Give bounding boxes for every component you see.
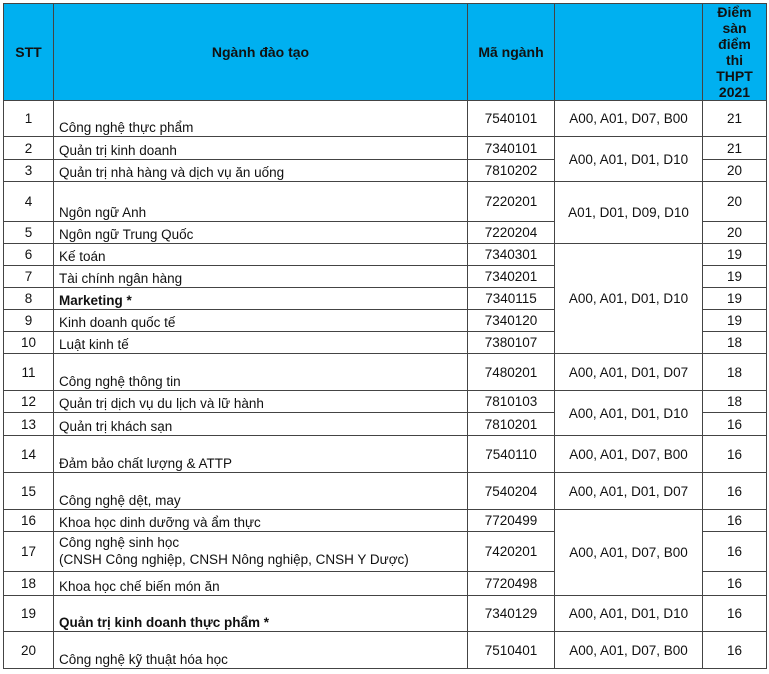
row-subject-combo: A00, A01, D01, D10 bbox=[555, 391, 703, 436]
row-major-name: Kế toán bbox=[54, 244, 468, 266]
row-major-code: 7540101 bbox=[468, 101, 555, 137]
row-major-name: Công nghệ thực phẩm bbox=[54, 101, 468, 137]
row-stt: 12 bbox=[4, 391, 54, 413]
row-stt: 1 bbox=[4, 101, 54, 137]
row-major-name: Ngôn ngữ Trung Quốc bbox=[54, 222, 468, 244]
row-major-name: Khoa học chế biến món ăn bbox=[54, 572, 468, 596]
row-subject-combo: A00, A01, D01, D10 bbox=[555, 137, 703, 182]
table-row bbox=[4, 391, 767, 413]
row-min-score: 18 bbox=[703, 354, 767, 391]
admission-score-table bbox=[3, 3, 767, 669]
row-major-name: Khoa học dinh dưỡng và ẩm thực bbox=[54, 510, 468, 532]
table-row bbox=[4, 596, 767, 632]
row-subject-combo: A00, A01, D07, B00 bbox=[555, 436, 703, 473]
row-major-name: Tài chính ngân hàng bbox=[54, 266, 468, 288]
row-min-score: 16 bbox=[703, 532, 767, 572]
row-stt: 20 bbox=[4, 632, 54, 669]
row-major-code: 7720499 bbox=[468, 510, 555, 532]
row-stt: 5 bbox=[4, 222, 54, 244]
row-major-code: 7340115 bbox=[468, 288, 555, 310]
row-min-score: 21 bbox=[703, 101, 767, 137]
row-major-code: 7810103 bbox=[468, 391, 555, 413]
row-major-code: 7510401 bbox=[468, 632, 555, 669]
row-min-score: 20 bbox=[703, 182, 767, 222]
row-major-name: Quản trị nhà hàng và dịch vụ ăn uống bbox=[54, 160, 468, 182]
row-subject-combo: A00, A01, D07, B00 bbox=[555, 632, 703, 669]
row-major-name: Quản trị khách sạn bbox=[54, 413, 468, 436]
row-stt: 2 bbox=[4, 137, 54, 160]
row-major-code: 7810201 bbox=[468, 413, 555, 436]
table-row bbox=[4, 632, 767, 669]
row-major-name: Quản trị kinh doanh bbox=[54, 137, 468, 160]
row-major-code: 7220201 bbox=[468, 182, 555, 222]
table-row bbox=[4, 436, 767, 473]
row-major-code: 7380107 bbox=[468, 332, 555, 354]
row-stt: 14 bbox=[4, 436, 54, 473]
row-min-score: 16 bbox=[703, 413, 767, 436]
row-stt: 10 bbox=[4, 332, 54, 354]
row-major-code: 7340201 bbox=[468, 266, 555, 288]
row-stt: 18 bbox=[4, 572, 54, 596]
row-min-score: 16 bbox=[703, 510, 767, 532]
table-body bbox=[4, 101, 767, 669]
table-row bbox=[4, 354, 767, 391]
row-major-name: Luật kinh tế bbox=[54, 332, 468, 354]
row-major-name: Công nghệ kỹ thuật hóa học bbox=[54, 632, 468, 669]
row-min-score: 16 bbox=[703, 473, 767, 510]
row-major-name: Kinh doanh quốc tế bbox=[54, 310, 468, 332]
row-stt: 3 bbox=[4, 160, 54, 182]
row-major-code: 7340301 bbox=[468, 244, 555, 266]
row-major-code: 7810202 bbox=[468, 160, 555, 182]
row-major-code: 7220204 bbox=[468, 222, 555, 244]
row-min-score: 16 bbox=[703, 632, 767, 669]
row-major-code: 7540110 bbox=[468, 436, 555, 473]
row-min-score: 20 bbox=[703, 160, 767, 182]
row-major-code: 7340129 bbox=[468, 596, 555, 632]
row-subject-combo: A01, D01, D09, D10 bbox=[555, 182, 703, 244]
row-min-score: 18 bbox=[703, 332, 767, 354]
table-row bbox=[4, 244, 767, 266]
row-major-name: Marketing * bbox=[54, 288, 468, 310]
row-min-score: 16 bbox=[703, 572, 767, 596]
row-stt: 4 bbox=[4, 182, 54, 222]
table-row bbox=[4, 137, 767, 160]
row-major-code: 7340101 bbox=[468, 137, 555, 160]
row-min-score: 19 bbox=[703, 266, 767, 288]
row-stt: 15 bbox=[4, 473, 54, 510]
row-subject-combo: A00, A01, D01, D07 bbox=[555, 473, 703, 510]
row-subject-combo: A00, A01, D01, D10 bbox=[555, 596, 703, 632]
header-combo bbox=[555, 4, 703, 101]
row-stt: 19 bbox=[4, 596, 54, 632]
row-major-code: 7420201 bbox=[468, 532, 555, 572]
row-stt: 9 bbox=[4, 310, 54, 332]
row-major-name-line2: (CNSH Công nghiệp, CNSH Nông nghiệp, CNSH Y Dược) bbox=[59, 552, 409, 567]
row-major-name-line1: Công nghệ sinh học bbox=[59, 535, 180, 550]
row-major-name: Công nghệ thông tin bbox=[54, 354, 468, 391]
row-major-name: Quản trị dịch vụ du lịch và lữ hành bbox=[54, 391, 468, 413]
row-min-score: 19 bbox=[703, 288, 767, 310]
header-stt: STT bbox=[4, 4, 54, 101]
row-major-name: Quản trị kinh doanh thực phẩm * bbox=[54, 596, 468, 632]
row-stt: 13 bbox=[4, 413, 54, 436]
row-min-score: 16 bbox=[703, 596, 767, 632]
row-stt: 6 bbox=[4, 244, 54, 266]
row-major-name: Ngôn ngữ Anh bbox=[54, 182, 468, 222]
row-major-code: 7720498 bbox=[468, 572, 555, 596]
row-subject-combo: A00, A01, D01, D10 bbox=[555, 244, 703, 354]
row-subject-combo: A00, A01, D07, B00 bbox=[555, 510, 703, 596]
row-min-score: 19 bbox=[703, 310, 767, 332]
row-min-score: 20 bbox=[703, 222, 767, 244]
row-min-score: 16 bbox=[703, 436, 767, 473]
row-stt: 8 bbox=[4, 288, 54, 310]
row-stt: 11 bbox=[4, 354, 54, 391]
row-min-score: 19 bbox=[703, 244, 767, 266]
row-min-score: 18 bbox=[703, 391, 767, 413]
header-major: Ngành đào tạo bbox=[54, 4, 468, 101]
header-row bbox=[4, 4, 767, 101]
row-stt: 16 bbox=[4, 510, 54, 532]
table-row bbox=[4, 510, 767, 532]
row-subject-combo: A00, A01, D01, D07 bbox=[555, 354, 703, 391]
row-major-name: Công nghệ dệt, may bbox=[54, 473, 468, 510]
row-major-code: 7480201 bbox=[468, 354, 555, 391]
row-major-name: Đảm bảo chất lượng & ATTP bbox=[54, 436, 468, 473]
row-major-code: 7540204 bbox=[468, 473, 555, 510]
table-row bbox=[4, 182, 767, 222]
header-score: Điểm sàn điểm thi THPT 2021 bbox=[703, 4, 767, 101]
header-code: Mã ngành bbox=[468, 4, 555, 101]
row-stt: 7 bbox=[4, 266, 54, 288]
row-subject-combo: A00, A01, D07, B00 bbox=[555, 101, 703, 137]
row-min-score: 21 bbox=[703, 137, 767, 160]
table-row bbox=[4, 101, 767, 137]
row-stt: 17 bbox=[4, 532, 54, 572]
table-row bbox=[4, 473, 767, 510]
row-major-name bbox=[54, 532, 468, 572]
row-major-code: 7340120 bbox=[468, 310, 555, 332]
